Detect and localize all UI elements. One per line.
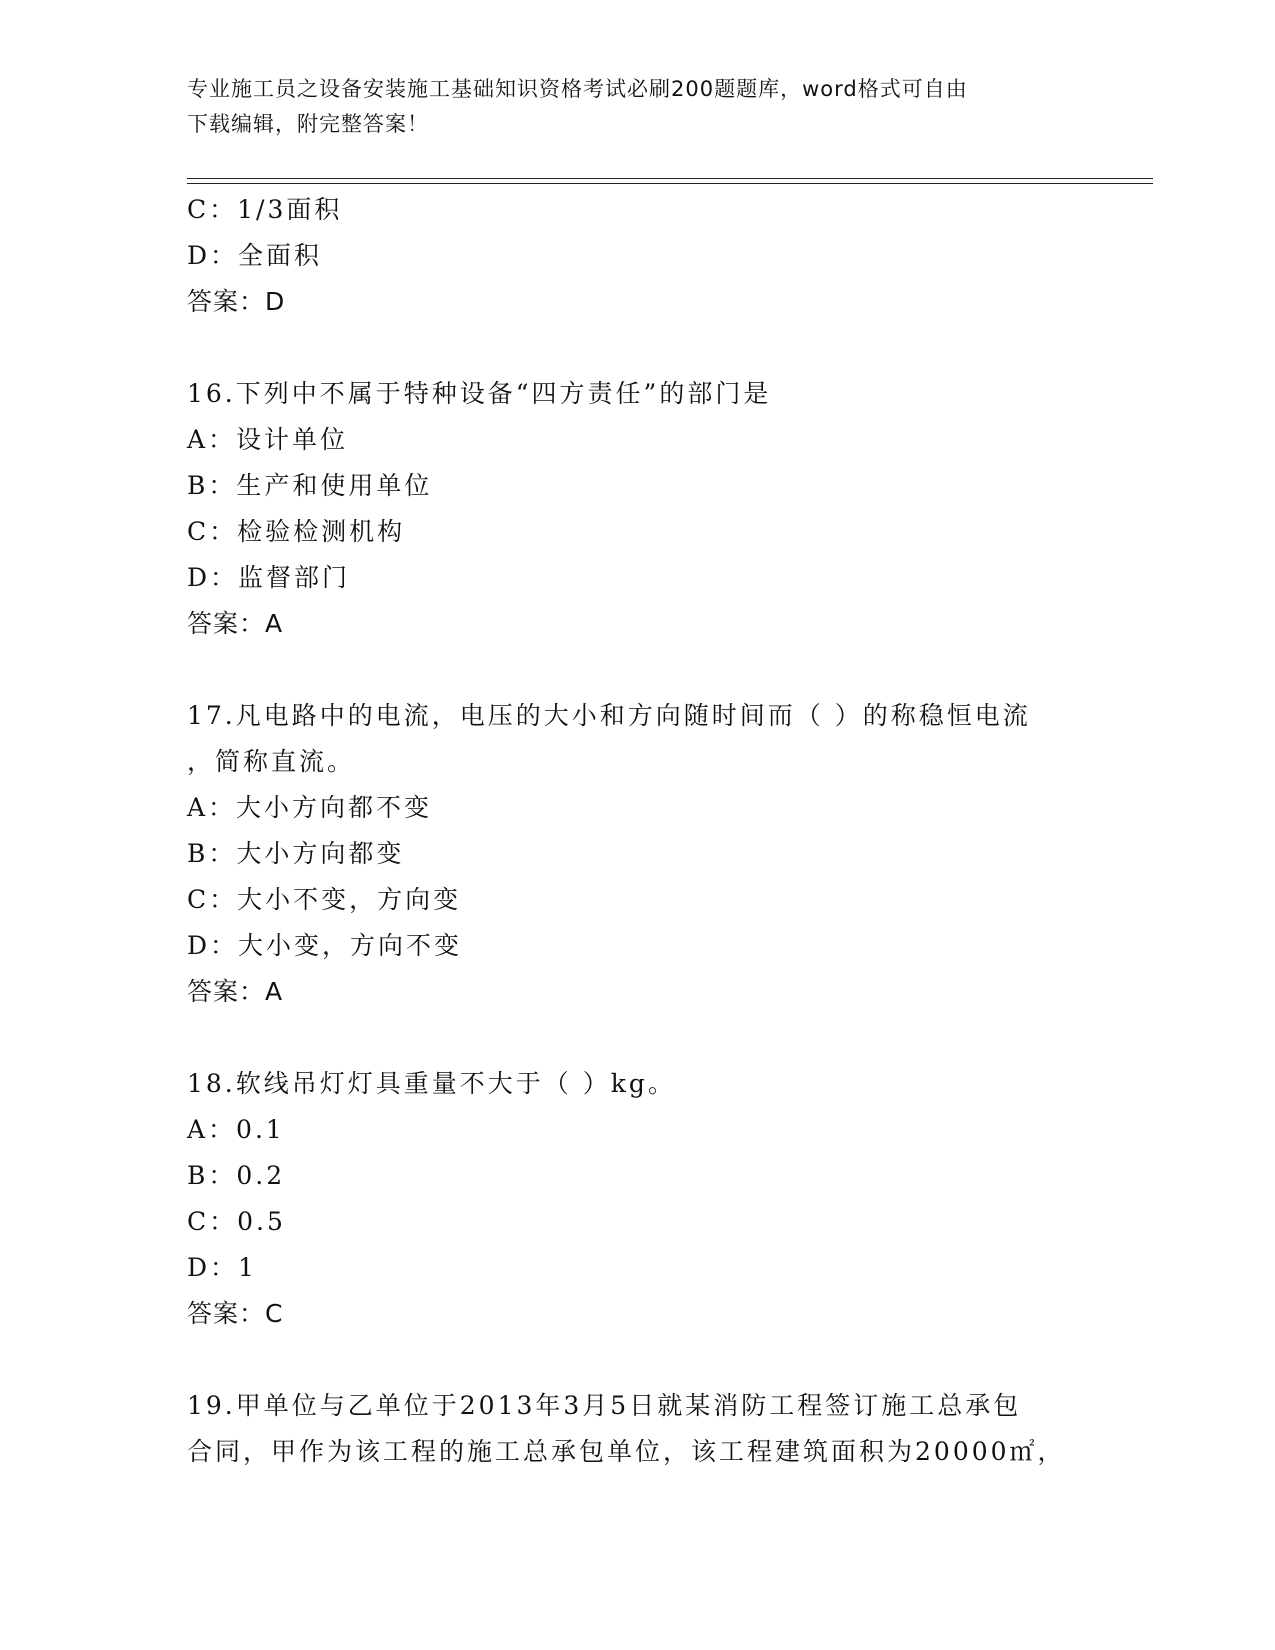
answer-line: 答案：A [187,977,284,1006]
question-stem: 18.软线吊灯灯具重量不大于（ ）kg。 [187,1069,676,1098]
option-b: B：0.2 [187,1161,286,1190]
option-d: D：监督部门 [187,563,351,592]
header-rule-bottom [187,183,1153,184]
header-rule-top [187,178,1153,179]
spacer [187,1015,1087,1061]
spacer [187,647,1087,693]
option-b: B：生产和使用单位 [187,471,433,500]
header-title-line-2: 下载编辑，附完整答案！ [187,112,429,136]
document-header [187,72,1067,142]
answer-line: 答案：D [187,287,286,316]
prev-question-tail [187,187,1087,325]
option-a: A：0.1 [187,1115,285,1144]
option-b: B：大小方向都变 [187,839,405,868]
option-c: C：1/3面积 [187,195,343,224]
spacer [187,1337,1087,1383]
question-stem-continued: 合同，甲作为该工程的施工总承包单位，该工程建筑面积为20000㎡， [187,1437,1066,1466]
header-title-line-1: 专业施工员之设备安装施工基础知识资格考试必刷200题题库，word格式可自由 [187,77,968,101]
question-18 [187,1061,1087,1337]
option-c: C：0.5 [187,1207,286,1236]
question-stem: 19.甲单位与乙单位于2013年3月5日就某消防工程签订施工总承包 [187,1391,1022,1420]
question-content [187,187,1087,1475]
answer-line: 答案：C [187,1299,284,1328]
question-16 [187,371,1087,647]
option-a: A：设计单位 [187,425,349,454]
option-d: D：1 [187,1253,257,1282]
answer-line: 答案：A [187,609,284,638]
option-a: A：大小方向都不变 [187,793,433,822]
question-19 [187,1383,1087,1475]
option-d: D：大小变，方向不变 [187,931,463,960]
question-stem-continued: ，简称直流。 [187,747,356,776]
option-c: C：检验检测机构 [187,517,406,546]
option-c: C：大小不变，方向变 [187,885,462,914]
question-stem: 16.下列中不属于特种设备“四方责任”的部门是 [187,379,772,408]
option-d: D：全面积 [187,241,323,270]
question-17 [187,693,1087,1015]
spacer [187,325,1087,371]
question-stem: 17.凡电路中的电流，电压的大小和方向随时间而（ ）的称稳恒电流 [187,701,1031,730]
